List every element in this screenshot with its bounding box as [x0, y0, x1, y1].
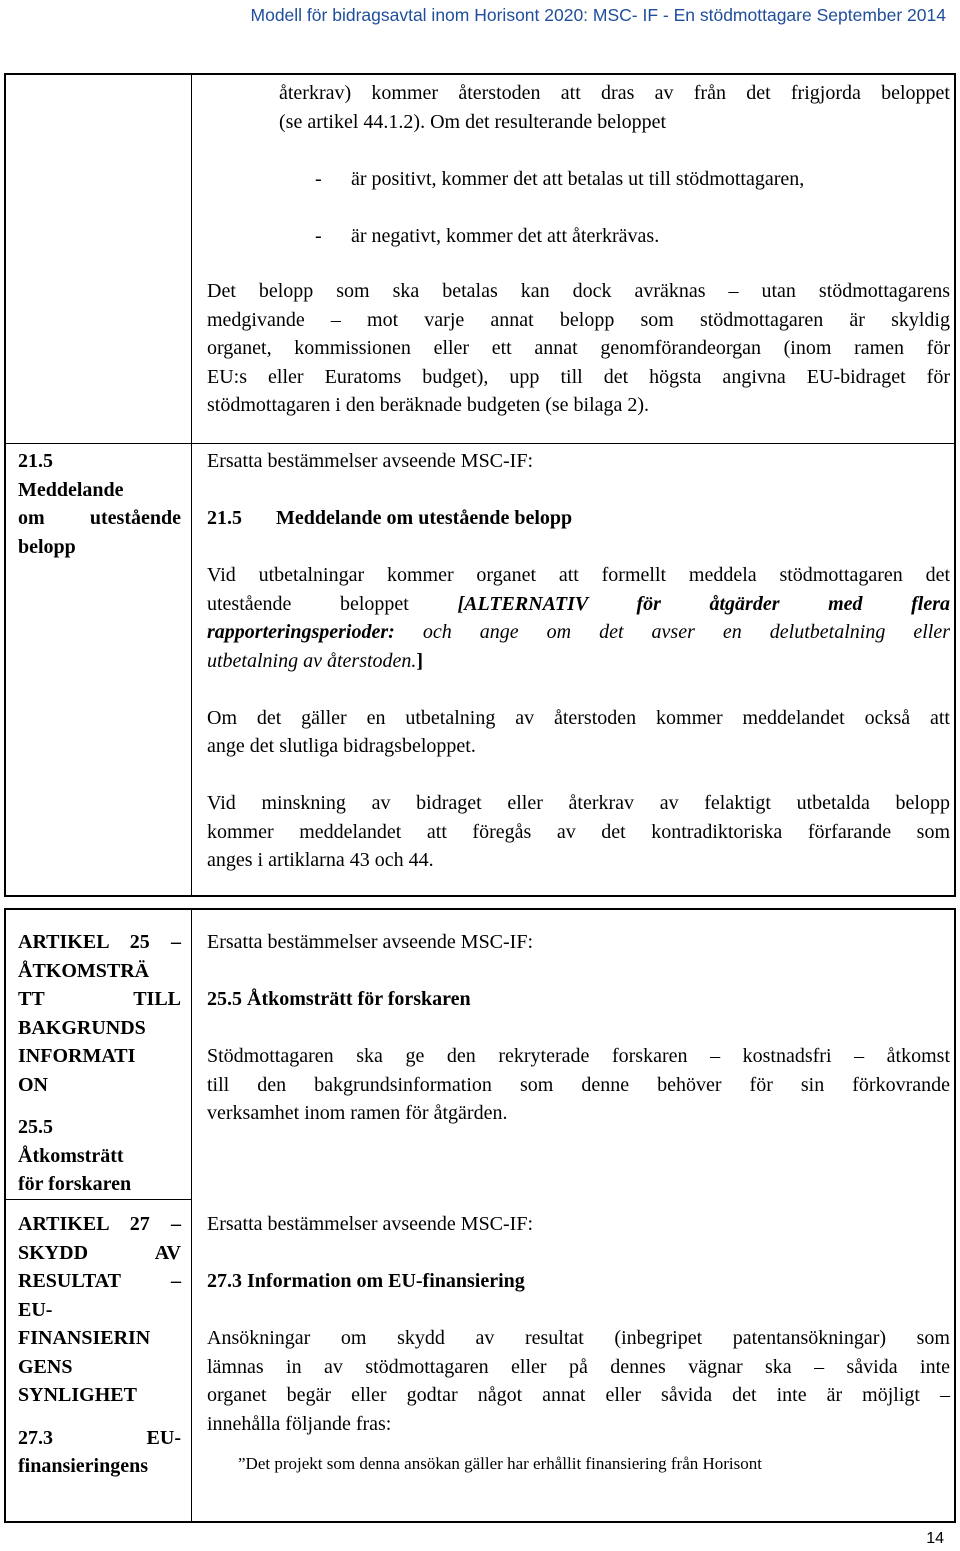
label-line: 25.5 [18, 1116, 53, 1138]
label-line: 21.5 [18, 450, 53, 472]
text-run: utbetalning av återstoden. [207, 649, 417, 672]
label-line: finansieringens [18, 1455, 149, 1477]
text-line: lämnas in av stödmottagaren eller på dennes vägnar ska – såvida inte [207, 1355, 950, 1378]
text-line: Ansökningar om skydd av resultat (inbegripet patentansökningar) som [207, 1327, 950, 1349]
dash-bullet: - [315, 225, 322, 247]
alternative-marker: [ALTERNATIV för åtgärder med flera [457, 592, 950, 615]
label-line: belopp [18, 535, 76, 558]
text-line: anges i artiklarna 43 och 44. [207, 849, 434, 871]
offset-paragraph [207, 277, 950, 420]
table-article-21 [4, 73, 956, 897]
section-27-3-content [207, 1210, 950, 1479]
text-line: återkrav) kommer återstoden att dras av från det frigjorda beloppet [279, 82, 950, 104]
text-line [207, 590, 950, 619]
top-right-cell [207, 79, 950, 136]
label-line: Åtkomsträtt [18, 1144, 124, 1167]
text-line: organet, kommissionen eller ett annat genomförandeorgan (inom ramen för [207, 337, 950, 359]
alternative-marker: rapporteringsperioder: [207, 621, 395, 643]
replace-note: Ersatta bestämmelser avseende MSC-IF: [207, 450, 534, 472]
row-divider [6, 443, 954, 444]
label-line: TT TILL [18, 988, 181, 1010]
list-item: är positivt, kommer det att betalas ut till stödmottagaren, [351, 168, 805, 190]
text-run: och ange om det avser en delutbetalning eller [422, 621, 951, 643]
section-title: Meddelande om utestående belopp [276, 507, 573, 529]
text-line: (se artikel 44.1.2). Om det resulterande beloppet [279, 110, 667, 133]
label-line: BAKGRUNDS [18, 1016, 146, 1039]
dash-bullet: - [315, 168, 322, 190]
label-line: INFORMATI [18, 1045, 136, 1067]
text-line: Vid utbetalningar kommer organet att formellt meddela stödmottagaren det [207, 564, 950, 586]
text-line: EU:s eller Euratoms budget), upp till det högsta angivna EU-bidraget för [207, 365, 950, 388]
label-line: ON [18, 1073, 48, 1096]
label-line: SKYDD AV [18, 1241, 181, 1264]
label-line: Meddelande [18, 478, 124, 501]
text-line [207, 618, 950, 647]
list-item: är negativt, kommer det att återkrävas. [351, 225, 660, 247]
label-line: om utestående [18, 507, 181, 529]
text-line: Vid minskning av bidraget eller återkrav av felaktigt utbetalda belopp [207, 792, 950, 814]
text-line: Stödmottagaren ska ge den rekryterade forskaren – kostnadsfri – åtkomst [207, 1045, 950, 1067]
section-21-5-content [207, 447, 950, 875]
row-divider [6, 1199, 191, 1200]
text-run: utestående beloppet [207, 592, 409, 615]
label-line: RESULTAT – [18, 1270, 181, 1292]
article-21-5-label [18, 447, 181, 561]
label-line: FINANSIERIN [18, 1327, 151, 1349]
text-line: till den bakgrundsinformation som denne behöver för sin förkovrande [207, 1073, 950, 1096]
table-articles-25-27 [4, 908, 956, 1523]
label-line: ÅTKOMSTRÄ [18, 959, 150, 982]
column-divider [191, 910, 192, 1521]
section-heading: 25.5 Åtkomsträtt för forskaren [207, 988, 471, 1010]
article-27-label [18, 1210, 181, 1481]
text-line: organet begär eller godtar något annat eller såvida det inte är möjligt – [207, 1384, 950, 1406]
quote-line: ”Det projekt som denna ansökan gäller har erhållit finansiering från Horisont [238, 1454, 762, 1473]
section-heading: 27.3 Information om EU-finansiering [207, 1270, 525, 1292]
replace-note: Ersatta bestämmelser avseende MSC-IF: [207, 1213, 534, 1235]
text-line: medgivande – mot varje annat belopp som stödmottagaren är skyldig [207, 308, 950, 331]
document-header: Modell för bidragsavtal inom Horisont 2020: MSC- IF - En stödmottagare September 2014 [250, 5, 946, 25]
article-25-label [18, 928, 181, 1199]
page-number: 14 [926, 1530, 944, 1547]
text-line: Det belopp som ska betalas kan dock avräknas – utan stödmottagarens [207, 280, 950, 302]
label-line: för forskaren [18, 1173, 132, 1195]
column-divider [191, 75, 192, 895]
text-line: kommer meddelandet att föregås av det kontradiktoriska förfarande som [207, 820, 950, 843]
section-heading [207, 504, 950, 533]
label-line: EU- [18, 1298, 53, 1321]
text-line [207, 647, 950, 676]
text-line: stödmottagaren i den beräknade budgeten (se bilaga 2). [207, 394, 650, 416]
label-line: 27.3 EU- [18, 1426, 181, 1449]
section-25-5-content [207, 928, 950, 1128]
section-number: 21.5 [207, 507, 242, 529]
bracket-close: ] [416, 649, 424, 672]
label-line: SYNLIGHET [18, 1384, 137, 1406]
text-line: verksamhet inom ramen för åtgärden. [207, 1102, 508, 1124]
label-line: GENS [18, 1355, 73, 1378]
label-line: ARTIKEL 25 – [18, 931, 181, 953]
text-line: ange det slutliga bidragsbeloppet. [207, 735, 476, 757]
label-line: ARTIKEL 27 – [18, 1213, 181, 1235]
replace-note: Ersatta bestämmelser avseende MSC-IF: [207, 931, 534, 953]
text-line: Om det gäller en utbetalning av återstoden kommer meddelandet också att [207, 706, 950, 729]
text-line: innehålla följande fras: [207, 1412, 392, 1435]
